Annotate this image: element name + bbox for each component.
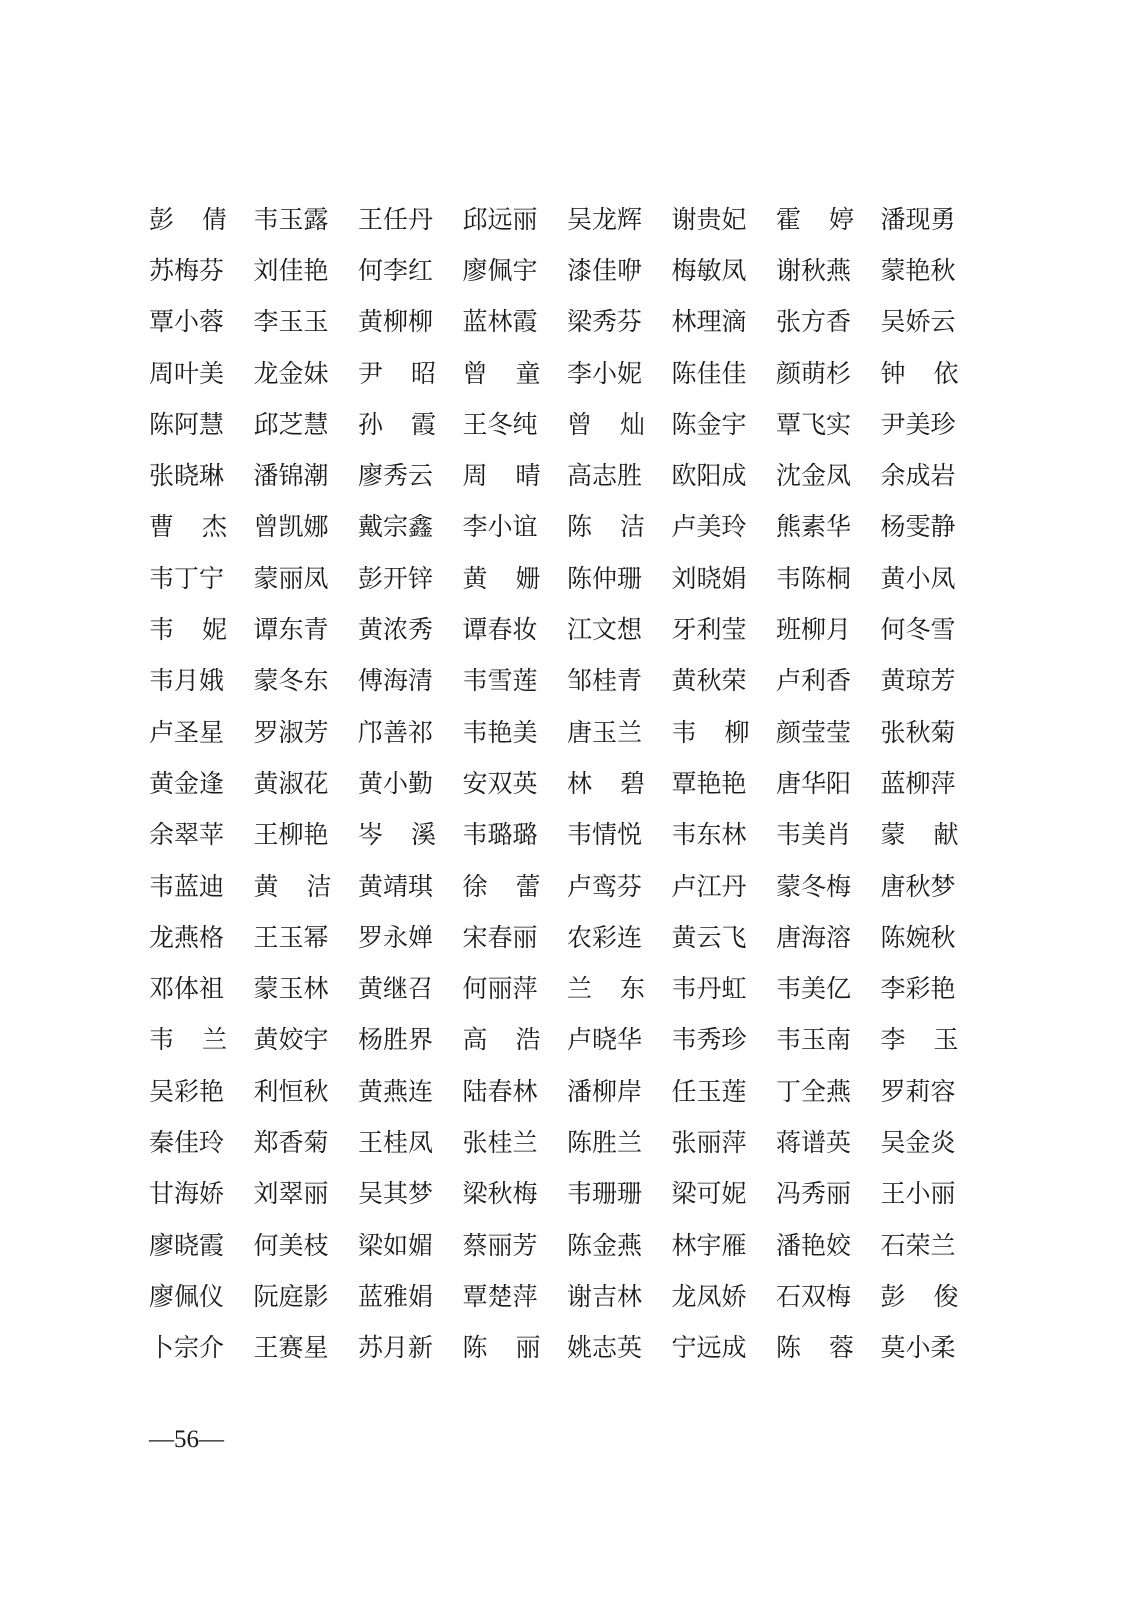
name-cell: 陈金宇 bbox=[671, 409, 747, 439]
name-cell: 石荣兰 bbox=[880, 1230, 956, 1260]
name-cell: 熊素华 bbox=[776, 512, 852, 542]
name-cell: 黄淑花 bbox=[253, 768, 329, 798]
name-cell: 王柳艳 bbox=[253, 820, 329, 850]
name-cell: 黄秋荣 bbox=[671, 666, 747, 696]
name-cell: 唐秋梦 bbox=[880, 871, 956, 901]
name-cell: 彭 俊 bbox=[880, 1281, 959, 1311]
name-cell: 黄琼芳 bbox=[880, 666, 956, 696]
name-cell: 覃飞实 bbox=[776, 409, 852, 439]
name-cell: 秦佳玲 bbox=[149, 1127, 225, 1157]
name-cell: 张丽萍 bbox=[671, 1127, 747, 1157]
name-cell: 蓝雅娟 bbox=[358, 1281, 434, 1311]
name-cell: 王任丹 bbox=[358, 204, 434, 234]
name-cell: 杨胜界 bbox=[358, 1025, 434, 1055]
name-cell: 黄姣宇 bbox=[253, 1025, 329, 1055]
name-cell: 梁可妮 bbox=[671, 1179, 747, 1209]
name-cell: 张方香 bbox=[776, 307, 852, 337]
name-cell: 余翠苹 bbox=[149, 820, 225, 850]
name-cell: 谭东青 bbox=[253, 615, 329, 645]
name-cell: 彭开锌 bbox=[358, 563, 434, 593]
name-cell: 韦珊珊 bbox=[567, 1179, 643, 1209]
name-cell: 何丽萍 bbox=[462, 974, 538, 1004]
name-cell: 韦 柳 bbox=[671, 717, 750, 747]
name-cell: 张秋菊 bbox=[880, 717, 956, 747]
name-cell: 梁如媚 bbox=[358, 1230, 434, 1260]
name-cell: 钟 依 bbox=[880, 358, 959, 388]
name-cell: 陈 蓉 bbox=[776, 1333, 854, 1363]
name-cell: 李玉玉 bbox=[253, 307, 329, 337]
name-cell: 王赛星 bbox=[253, 1333, 329, 1363]
name-cell: 李彩艳 bbox=[880, 974, 956, 1004]
name-cell: 唐玉兰 bbox=[567, 717, 643, 747]
name-cell: 覃楚萍 bbox=[462, 1281, 538, 1311]
name-cell: 潘艳姣 bbox=[776, 1230, 852, 1260]
name-cell: 任玉莲 bbox=[671, 1076, 747, 1106]
name-cell: 周 晴 bbox=[462, 461, 541, 491]
name-cell: 蒙艳秋 bbox=[880, 255, 956, 285]
name-cell: 曹 杰 bbox=[149, 512, 227, 542]
name-cell: 姚志英 bbox=[567, 1333, 643, 1363]
name-cell: 黄浓秀 bbox=[358, 615, 434, 645]
name-cell: 黄靖琪 bbox=[358, 871, 434, 901]
name-cell: 龙凤娇 bbox=[671, 1281, 747, 1311]
name-cell: 韦情悦 bbox=[567, 820, 643, 850]
name-cell: 王小丽 bbox=[880, 1179, 956, 1209]
name-cell: 蒙冬梅 bbox=[776, 871, 852, 901]
name-cell: 黄小勤 bbox=[358, 768, 434, 798]
name-cell: 陈 洁 bbox=[567, 512, 645, 542]
name-cell: 蓝柳萍 bbox=[880, 768, 956, 798]
name-cell: 韦璐璐 bbox=[462, 820, 538, 850]
name-cell: 梁秋梅 bbox=[462, 1179, 538, 1209]
name-cell: 谭春妆 bbox=[462, 615, 538, 645]
name-cell: 陆春林 bbox=[462, 1076, 538, 1106]
name-cell: 陈金燕 bbox=[567, 1230, 643, 1260]
name-cell: 丁全燕 bbox=[776, 1076, 852, 1106]
name-cell: 黄小凤 bbox=[880, 563, 956, 593]
name-cell: 黄 洁 bbox=[253, 871, 332, 901]
name-cell: 蒙 献 bbox=[880, 820, 959, 850]
name-cell: 潘锦潮 bbox=[253, 461, 329, 491]
name-cell: 韦丹虹 bbox=[671, 974, 747, 1004]
name-cell: 蒙冬东 bbox=[253, 666, 329, 696]
name-cell: 梁秀芬 bbox=[567, 307, 643, 337]
name-cell: 黄云飞 bbox=[671, 922, 747, 952]
name-cell: 郑香菊 bbox=[253, 1127, 329, 1157]
name-cell: 利恒秋 bbox=[253, 1076, 329, 1106]
name-cell: 吴娇云 bbox=[880, 307, 956, 337]
name-cell: 蔡丽芳 bbox=[462, 1230, 538, 1260]
name-cell: 刘佳艳 bbox=[253, 255, 329, 285]
name-cell: 林 碧 bbox=[567, 768, 645, 798]
name-cell: 班柳月 bbox=[776, 615, 852, 645]
name-cell: 邱芝慧 bbox=[253, 409, 329, 439]
name-cell: 罗永婵 bbox=[358, 922, 434, 952]
name-cell: 余成岩 bbox=[880, 461, 956, 491]
name-cell: 邹桂青 bbox=[567, 666, 643, 696]
name-cell: 苏月新 bbox=[358, 1333, 434, 1363]
name-cell: 宋春丽 bbox=[462, 922, 538, 952]
name-cell: 霍 婷 bbox=[776, 204, 854, 234]
name-cell: 孙 霞 bbox=[358, 409, 436, 439]
name-cell: 阮庭影 bbox=[253, 1281, 329, 1311]
name-cell: 沈金凤 bbox=[776, 461, 852, 491]
names-grid bbox=[149, 192, 969, 1372]
name-cell: 曾凯娜 bbox=[253, 512, 329, 542]
name-cell: 王冬纯 bbox=[462, 409, 538, 439]
name-cell: 张晓琳 bbox=[149, 461, 225, 491]
name-cell: 韦美亿 bbox=[776, 974, 852, 1004]
name-cell: 廖佩宇 bbox=[462, 255, 538, 285]
name-cell: 廖秀云 bbox=[358, 461, 434, 491]
name-cell: 尹 昭 bbox=[358, 358, 436, 388]
name-cell: 颜萌杉 bbox=[776, 358, 852, 388]
name-cell: 蒙丽凤 bbox=[253, 563, 329, 593]
name-cell: 罗淑芳 bbox=[253, 717, 329, 747]
name-cell: 邝善祁 bbox=[358, 717, 434, 747]
name-cell: 杨雯静 bbox=[880, 512, 956, 542]
name-cell: 黄继召 bbox=[358, 974, 434, 1004]
name-cell: 卢晓华 bbox=[567, 1025, 643, 1055]
name-cell: 蒋谱英 bbox=[776, 1127, 852, 1157]
name-cell: 韦雪莲 bbox=[462, 666, 538, 696]
name-cell: 韦陈桐 bbox=[776, 563, 852, 593]
name-cell: 林宇雁 bbox=[671, 1230, 747, 1260]
name-cell: 高志胜 bbox=[567, 461, 643, 491]
name-cell: 唐华阳 bbox=[776, 768, 852, 798]
name-cell: 韦秀珍 bbox=[671, 1025, 747, 1055]
name-cell: 曾 童 bbox=[462, 358, 541, 388]
name-cell: 卢美玲 bbox=[671, 512, 747, 542]
name-cell: 高 浩 bbox=[462, 1025, 541, 1055]
name-cell: 王桂凤 bbox=[358, 1127, 434, 1157]
name-cell: 韦 兰 bbox=[149, 1025, 227, 1055]
name-cell: 江文想 bbox=[567, 615, 643, 645]
name-cell: 黄 姗 bbox=[462, 563, 541, 593]
name-cell: 牙利莹 bbox=[671, 615, 747, 645]
name-cell: 吴金炎 bbox=[880, 1127, 956, 1157]
name-cell: 陈阿慧 bbox=[149, 409, 225, 439]
name-cell: 廖佩仪 bbox=[149, 1281, 225, 1311]
name-cell: 农彩连 bbox=[567, 922, 643, 952]
name-cell: 蒙玉林 bbox=[253, 974, 329, 1004]
name-cell: 韦东林 bbox=[671, 820, 747, 850]
name-cell: 欧阳成 bbox=[671, 461, 747, 491]
name-cell: 漆佳咿 bbox=[567, 255, 643, 285]
name-cell: 何李红 bbox=[358, 255, 434, 285]
name-cell: 彭 倩 bbox=[149, 204, 227, 234]
name-cell: 刘晓娟 bbox=[671, 563, 747, 593]
name-cell: 陈胜兰 bbox=[567, 1127, 643, 1157]
name-cell: 廖晓霞 bbox=[149, 1230, 225, 1260]
name-cell: 冯秀丽 bbox=[776, 1179, 852, 1209]
name-cell: 陈佳佳 bbox=[671, 358, 747, 388]
name-cell: 张桂兰 bbox=[462, 1127, 538, 1157]
name-cell: 黄柳柳 bbox=[358, 307, 434, 337]
name-cell: 吴龙辉 bbox=[567, 204, 643, 234]
name-cell: 何冬雪 bbox=[880, 615, 956, 645]
name-cell: 甘海娇 bbox=[149, 1179, 225, 1209]
name-cell: 徐 蕾 bbox=[462, 871, 541, 901]
name-cell: 兰 东 bbox=[567, 974, 645, 1004]
name-cell: 安双英 bbox=[462, 768, 538, 798]
name-cell: 石双梅 bbox=[776, 1281, 852, 1311]
name-cell: 傅海清 bbox=[358, 666, 434, 696]
name-cell: 戴宗鑫 bbox=[358, 512, 434, 542]
name-cell: 卢江丹 bbox=[671, 871, 747, 901]
name-cell: 覃小蓉 bbox=[149, 307, 225, 337]
name-cell: 宁远成 bbox=[671, 1333, 747, 1363]
name-cell: 曾 灿 bbox=[567, 409, 645, 439]
name-cell: 莫小柔 bbox=[880, 1333, 956, 1363]
name-cell: 卢利香 bbox=[776, 666, 852, 696]
name-cell: 周叶美 bbox=[149, 358, 225, 388]
name-cell: 苏梅芬 bbox=[149, 255, 225, 285]
name-cell: 陈仲珊 bbox=[567, 563, 643, 593]
name-cell: 韦艳美 bbox=[462, 717, 538, 747]
name-cell: 王玉幂 bbox=[253, 922, 329, 952]
name-cell: 卜宗介 bbox=[149, 1333, 225, 1363]
name-cell: 李小谊 bbox=[462, 512, 538, 542]
name-cell: 颜莹莹 bbox=[776, 717, 852, 747]
name-cell: 邓体祖 bbox=[149, 974, 225, 1004]
name-cell: 李 玉 bbox=[880, 1025, 959, 1055]
name-cell: 尹美珍 bbox=[880, 409, 956, 439]
name-cell: 吴彩艳 bbox=[149, 1076, 225, 1106]
name-cell: 唐海溶 bbox=[776, 922, 852, 952]
name-cell: 罗莉容 bbox=[880, 1076, 956, 1106]
name-cell: 黄金逢 bbox=[149, 768, 225, 798]
name-cell: 谢吉林 bbox=[567, 1281, 643, 1311]
name-cell: 陈 丽 bbox=[462, 1333, 541, 1363]
name-cell: 韦玉南 bbox=[776, 1025, 852, 1055]
name-cell: 韦蓝迪 bbox=[149, 871, 225, 901]
name-cell: 龙金妹 bbox=[253, 358, 329, 388]
page-number: —56— bbox=[149, 1426, 224, 1453]
name-cell: 梅敏凤 bbox=[671, 255, 747, 285]
name-cell: 韦月娥 bbox=[149, 666, 225, 696]
name-cell: 韦 妮 bbox=[149, 615, 227, 645]
name-cell: 韦丁宁 bbox=[149, 563, 225, 593]
name-cell: 何美枝 bbox=[253, 1230, 329, 1260]
name-cell: 林理滴 bbox=[671, 307, 747, 337]
name-cell: 覃艳艳 bbox=[671, 768, 747, 798]
name-cell: 韦玉露 bbox=[253, 204, 329, 234]
name-cell: 潘柳岸 bbox=[567, 1076, 643, 1106]
name-cell: 邱远丽 bbox=[462, 204, 538, 234]
name-cell: 刘翠丽 bbox=[253, 1179, 329, 1209]
name-cell: 卢鸾芬 bbox=[567, 871, 643, 901]
name-cell: 龙燕格 bbox=[149, 922, 225, 952]
name-cell: 蓝林霞 bbox=[462, 307, 538, 337]
name-cell: 潘现勇 bbox=[880, 204, 956, 234]
name-cell: 谢秋燕 bbox=[776, 255, 852, 285]
name-cell: 谢贵妃 bbox=[671, 204, 747, 234]
name-cell: 卢圣星 bbox=[149, 717, 225, 747]
name-cell: 陈婉秋 bbox=[880, 922, 956, 952]
name-cell: 吴其梦 bbox=[358, 1179, 434, 1209]
name-cell: 李小妮 bbox=[567, 358, 643, 388]
name-cell: 韦美肖 bbox=[776, 820, 852, 850]
name-cell: 黄燕连 bbox=[358, 1076, 434, 1106]
name-cell: 岑 溪 bbox=[358, 820, 436, 850]
